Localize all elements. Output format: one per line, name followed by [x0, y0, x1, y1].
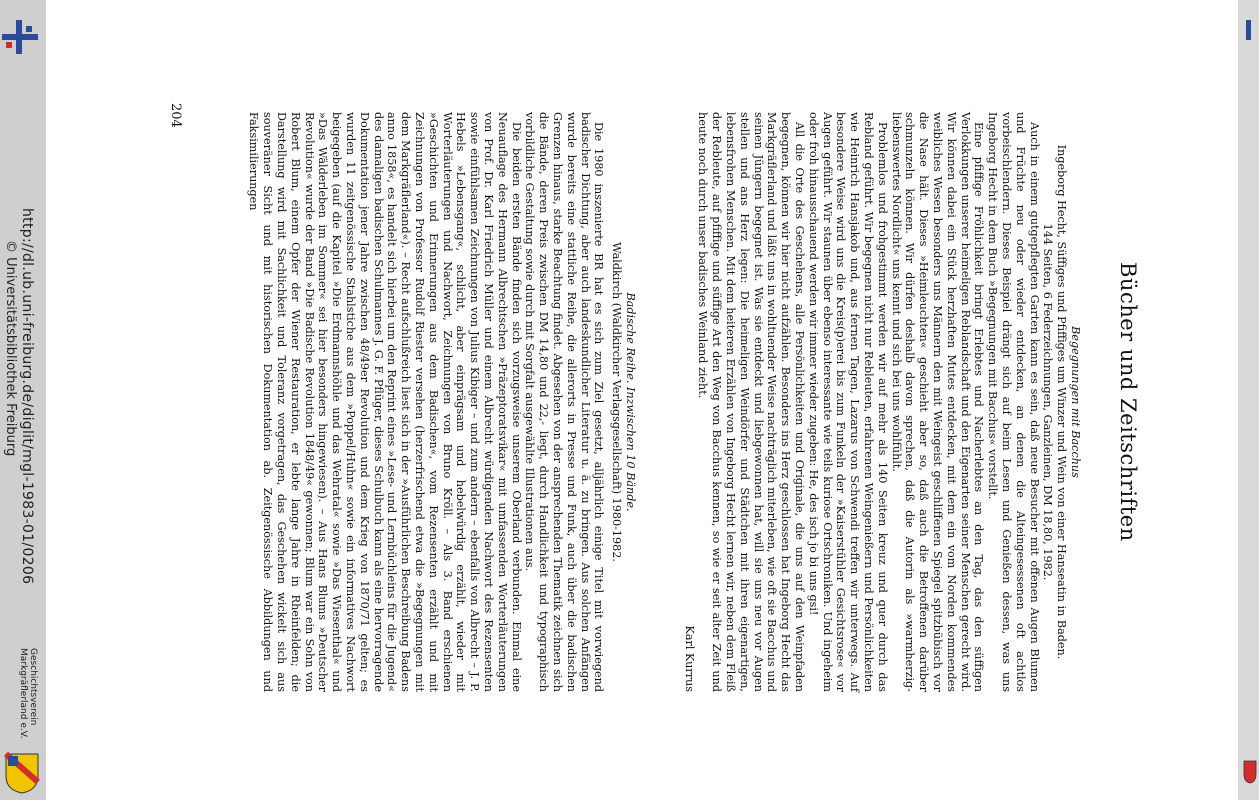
source-url-link[interactable]: http://dl.ub.uni-freiburg.de/diglit/mgl-1983-01/0206 [19, 208, 35, 585]
right-edge-mark-icon [1244, 20, 1254, 40]
review-meta: Waldkirch (Waldkircher Verlagsgesellschaft) 1980-1982. [610, 242, 624, 562]
review-badische-reihe [247, 112, 637, 692]
review-meta: 144 Seiten, 6 Federzeichnungen, Ganzleinen, DM 18,80, 1982. [1041, 223, 1055, 581]
review-begegnungen-mit-bacchus [682, 112, 1082, 692]
right-edge-crest-icon [1243, 760, 1257, 784]
copyright-notice: © Universitätsbibliothek Freiburg [3, 240, 18, 457]
society-name [18, 648, 38, 798]
review-paragraph: Die beiden ersten Bände finden sich vorzugsweise unserem Oberland verbunden. Einmal eine Neuauflage des Hermann Albrechtschen »Präzeptoratsvikar« mit umfassenden Worterläuterungen von Prof. Dr. Karl Friedrich Müller und einem Albrecht würdigenden Nachwort des Rezensenten sowie einfühlsamen Zeichnungen von Julius Kibiger – und zum andern – ebenfalls von Albrecht – J. P. Hebels »Lebensgang«, schlicht, aber einprägsam und hebelwürdig erzählt, wieder mit Worterläuterungen und Nachwort, Zeichnungen von Bruno Kröll. – Als 3. Band erschienen »Geschichten und Erinnerungen aus dem Badischen«, vom Rezensenten erzählt und mit Zeichnungen von Professor Rudolf Riester versehen (herzerfrischend etwa die »Begegnungen mit dem Markgräflerland«). – Recht aufschlußreich liest sich in der »Ausführlichen Beschreibung Badens anno 1858«, es handelt sich hierbei um den Reprint eines »Lese- und Lernbüchleins für die Jugend« des damaligen badischen Schulmannes J. G. F. Pflüger, dieses Schulbuch kann als eine hervorragende Dokumentation jener Jahre zwischen 48/49er Revolution und dem Krieg von 1870/71 gelten; es wurden 11 zeitgenössische Stahlstiche aus dem »Poppel/Huhn« sowie ein informatives Nachwort beigegeben (auf die Kapitel »Die Erdmannshöhle und das Wehratal« sowie »Das Wiesenthal« und »Das Wälderleben im Sommer« sei hier besonders hingewiesen). – Aus Hans Blums »Deutscher Revolution« wurde der Band »Die Badische Revolution 1848/49« gewonnen; Blum war ein Sohn von Robert Blum, einem Opfer der Wiener Restauration, er lebte lange Jahre in Rheinfelden; die Darstellung wird mit Sachlichkeit und Toleranz vorgetragen, das Geschehen wickelt sich aus souveräner Sicht und mit historischen Dokumentation ab. Zeitgenössische Abbildungen und Faksimilierungen [247, 112, 523, 692]
right-margin-strip [1238, 0, 1259, 800]
ub-freiburg-logo-icon [2, 20, 38, 54]
review-paragraph: Eine pfiffige Fröhlichkeit bringt Erlebtes und Nacherlebtes an den Tag, das den süffigen Verlokkungen unserer heimeligen Reblandschaft und den Eigenarten seiner Menschen gerecht wird. Wir können dabei ein Stück herzhaften Mutes entdecken, mit dem ein vom Norden kommendes weibliches Wesen besonders uns Männern den mit Weingeist geschliffenen Spiegel spitzbübisch vor die Nase hält. Dieses »Heimleuchten« geschieht aber so, daß auch die Betroffenen darüber schmunzeln können. Wir dürfen deshalb davon sprechen, daß die Autorin als »warmherzig-liebenswertes Nordlicht« uns kennt und sich bei uns wohlfühlt. [889, 112, 986, 692]
review-paragraph: Die 1980 inszenierte BR hat es sich zum Ziel gesetzt, alljährlich einige Titel mit vorwiegend badischer Dichtung, aber auch landeskundlicher Literatur u. ä. zu bringen. Aus solchen Anfängen wurde bereits eine stattliche Reihe, die allerorts in Presse und Funk, auch über die badischen Grenzen hinaus, starke Beachtung findet. Abgesehen von der ansprechenden Thematik zeichnen sich die Bände, deren Preis zwischen DM 14,80 und 22,- liegt, durch Handlichkeit und typographisch vorbildliche Gestaltung sowie durch mit Sorgfalt ausgewählte Illustrationen aus. [523, 112, 606, 692]
review-title: Begegnungen mit Bacchus [1069, 326, 1082, 478]
review-paragraph: All die Orte des Geschehens, alle Persönlichkeiten und Originale, die uns auf den Weinpfaden begegnen, können wir hier nicht aufzählen. Besonders ins Herz geschlossen hat Ingeborg Hecht das Markgräflerland und läßt uns in wohltuender Weise nachträglich miterleben, wie oft sie Bacchus und seinen Jüngern begegnet ist. Was sie entdeckt und liebgewonnen hat, will sie uns neu vor Augen stellen und ans Herz legen: Die heimeligen Weindörfer und Städtchen mit ihren eigenartigen, lebensfrohen Menschen. Mit dem heiteren Erzählen von Ingeborg Hecht lernen wir, neben dem Fleiß der Rebleute, auf pfiffige und süffige Art den Weg von Bacchus kennen, so wie er seit alter Zeit und heute noch durch unser badisches Weinland zieht. [696, 112, 807, 692]
review-paragraph: Auch in einem gutgepflegten Garten kann es sein, daß neue Besucher mit offenen Augen Blumen und Früchte neu oder wieder entdecken, an denen die Alteingesessenen oft achtlos vorbeischlendern. Dieses Beispiel drängt sich auf beim Lesen und Genießen dessen, was uns Ingeborg Hecht in dem Buch »Begegnungen mit Bacchus« vorstellt. [986, 112, 1041, 692]
page-heading: Bücher und Zeitschriften [1116, 262, 1140, 542]
review-meta: Ingeborg Hecht, Süffiges und Pfiffiges um Winzer und Wein von einer Hanseatin in Baden. [1055, 144, 1069, 660]
review-paragraph: Problemlos und frohgestimmt werden wir auf mehr als 140 Seiten kreuz und quer durch das Rebland geführt. Wir begegnen nicht nur Rebleuten, erfahrenen Weingenießern und Persönlichkeiten wie Heinrich Hansjakob und, aus fernen Tagen, Lazarus von Schwendi treffen wir unterwegs. Auf besondere Weise wird uns die Kreis(p)erei bis zum Funkeln der »Kaiserstühler Gesichtsrose« vor Augen geführt. Wir staunen über ebenso interessante wie teils kuriose Ortschroniken. Und ingeheim oder froh hinausschauend werden wir immer wieder zugeben: He, des isch jo bi uns gsi! [806, 112, 889, 692]
review-signature: Karl Kurrus [682, 625, 696, 692]
society-name-line: Markgräflerland e.V. [18, 648, 28, 739]
society-name-line: Geschichtsverein [28, 648, 38, 726]
page-number: 204 [168, 103, 183, 128]
review-title: Badische Reihe. Inzwischen 10 Bände. [624, 292, 637, 512]
